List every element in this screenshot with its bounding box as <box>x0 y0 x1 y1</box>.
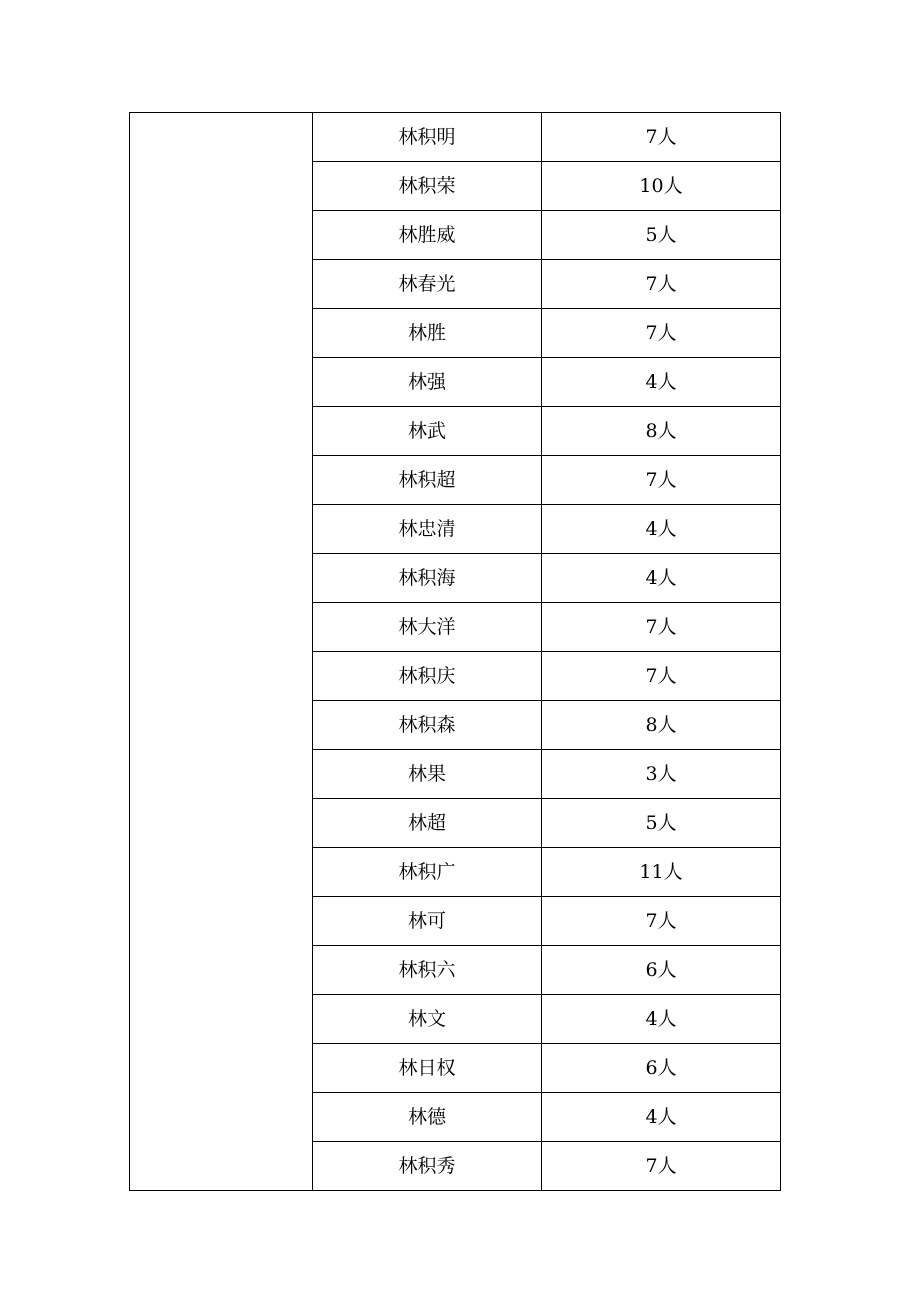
name-cell: 林胜 <box>313 309 542 358</box>
name-cell: 林胜威 <box>313 211 542 260</box>
name-cell: 林德 <box>313 1093 542 1142</box>
name-cell: 林超 <box>313 799 542 848</box>
count-cell: 7人 <box>542 652 781 701</box>
count-cell: 7人 <box>542 897 781 946</box>
count-cell: 4人 <box>542 1093 781 1142</box>
count-cell: 4人 <box>542 554 781 603</box>
name-cell: 林积荣 <box>313 162 542 211</box>
count-cell: 5人 <box>542 211 781 260</box>
count-cell: 6人 <box>542 1044 781 1093</box>
count-cell: 7人 <box>542 113 781 162</box>
count-cell: 7人 <box>542 456 781 505</box>
count-cell: 4人 <box>542 505 781 554</box>
name-cell: 林积超 <box>313 456 542 505</box>
table-body <box>130 113 781 1191</box>
count-cell: 11人 <box>542 848 781 897</box>
count-cell: 7人 <box>542 309 781 358</box>
count-cell: 6人 <box>542 946 781 995</box>
name-cell: 林武 <box>313 407 542 456</box>
name-cell: 林积海 <box>313 554 542 603</box>
count-cell: 8人 <box>542 407 781 456</box>
name-cell: 林可 <box>313 897 542 946</box>
name-cell: 林大洋 <box>313 603 542 652</box>
name-cell: 林积广 <box>313 848 542 897</box>
name-cell: 林积秀 <box>313 1142 542 1191</box>
name-cell: 林忠清 <box>313 505 542 554</box>
name-cell: 林积六 <box>313 946 542 995</box>
group-cell <box>130 113 313 1191</box>
count-cell: 8人 <box>542 701 781 750</box>
name-cell: 林文 <box>313 995 542 1044</box>
table-row <box>130 113 781 162</box>
count-cell: 10人 <box>542 162 781 211</box>
count-cell: 3人 <box>542 750 781 799</box>
count-cell: 4人 <box>542 995 781 1044</box>
count-cell: 7人 <box>542 260 781 309</box>
count-cell: 4人 <box>542 358 781 407</box>
name-cell: 林积森 <box>313 701 542 750</box>
name-cell: 林积庆 <box>313 652 542 701</box>
count-cell: 7人 <box>542 603 781 652</box>
name-cell: 林果 <box>313 750 542 799</box>
count-cell: 7人 <box>542 1142 781 1191</box>
name-cell: 林春光 <box>313 260 542 309</box>
name-cell: 林强 <box>313 358 542 407</box>
name-cell: 林积明 <box>313 113 542 162</box>
name-cell: 林日权 <box>313 1044 542 1093</box>
household-table <box>129 112 781 1191</box>
count-cell: 5人 <box>542 799 781 848</box>
